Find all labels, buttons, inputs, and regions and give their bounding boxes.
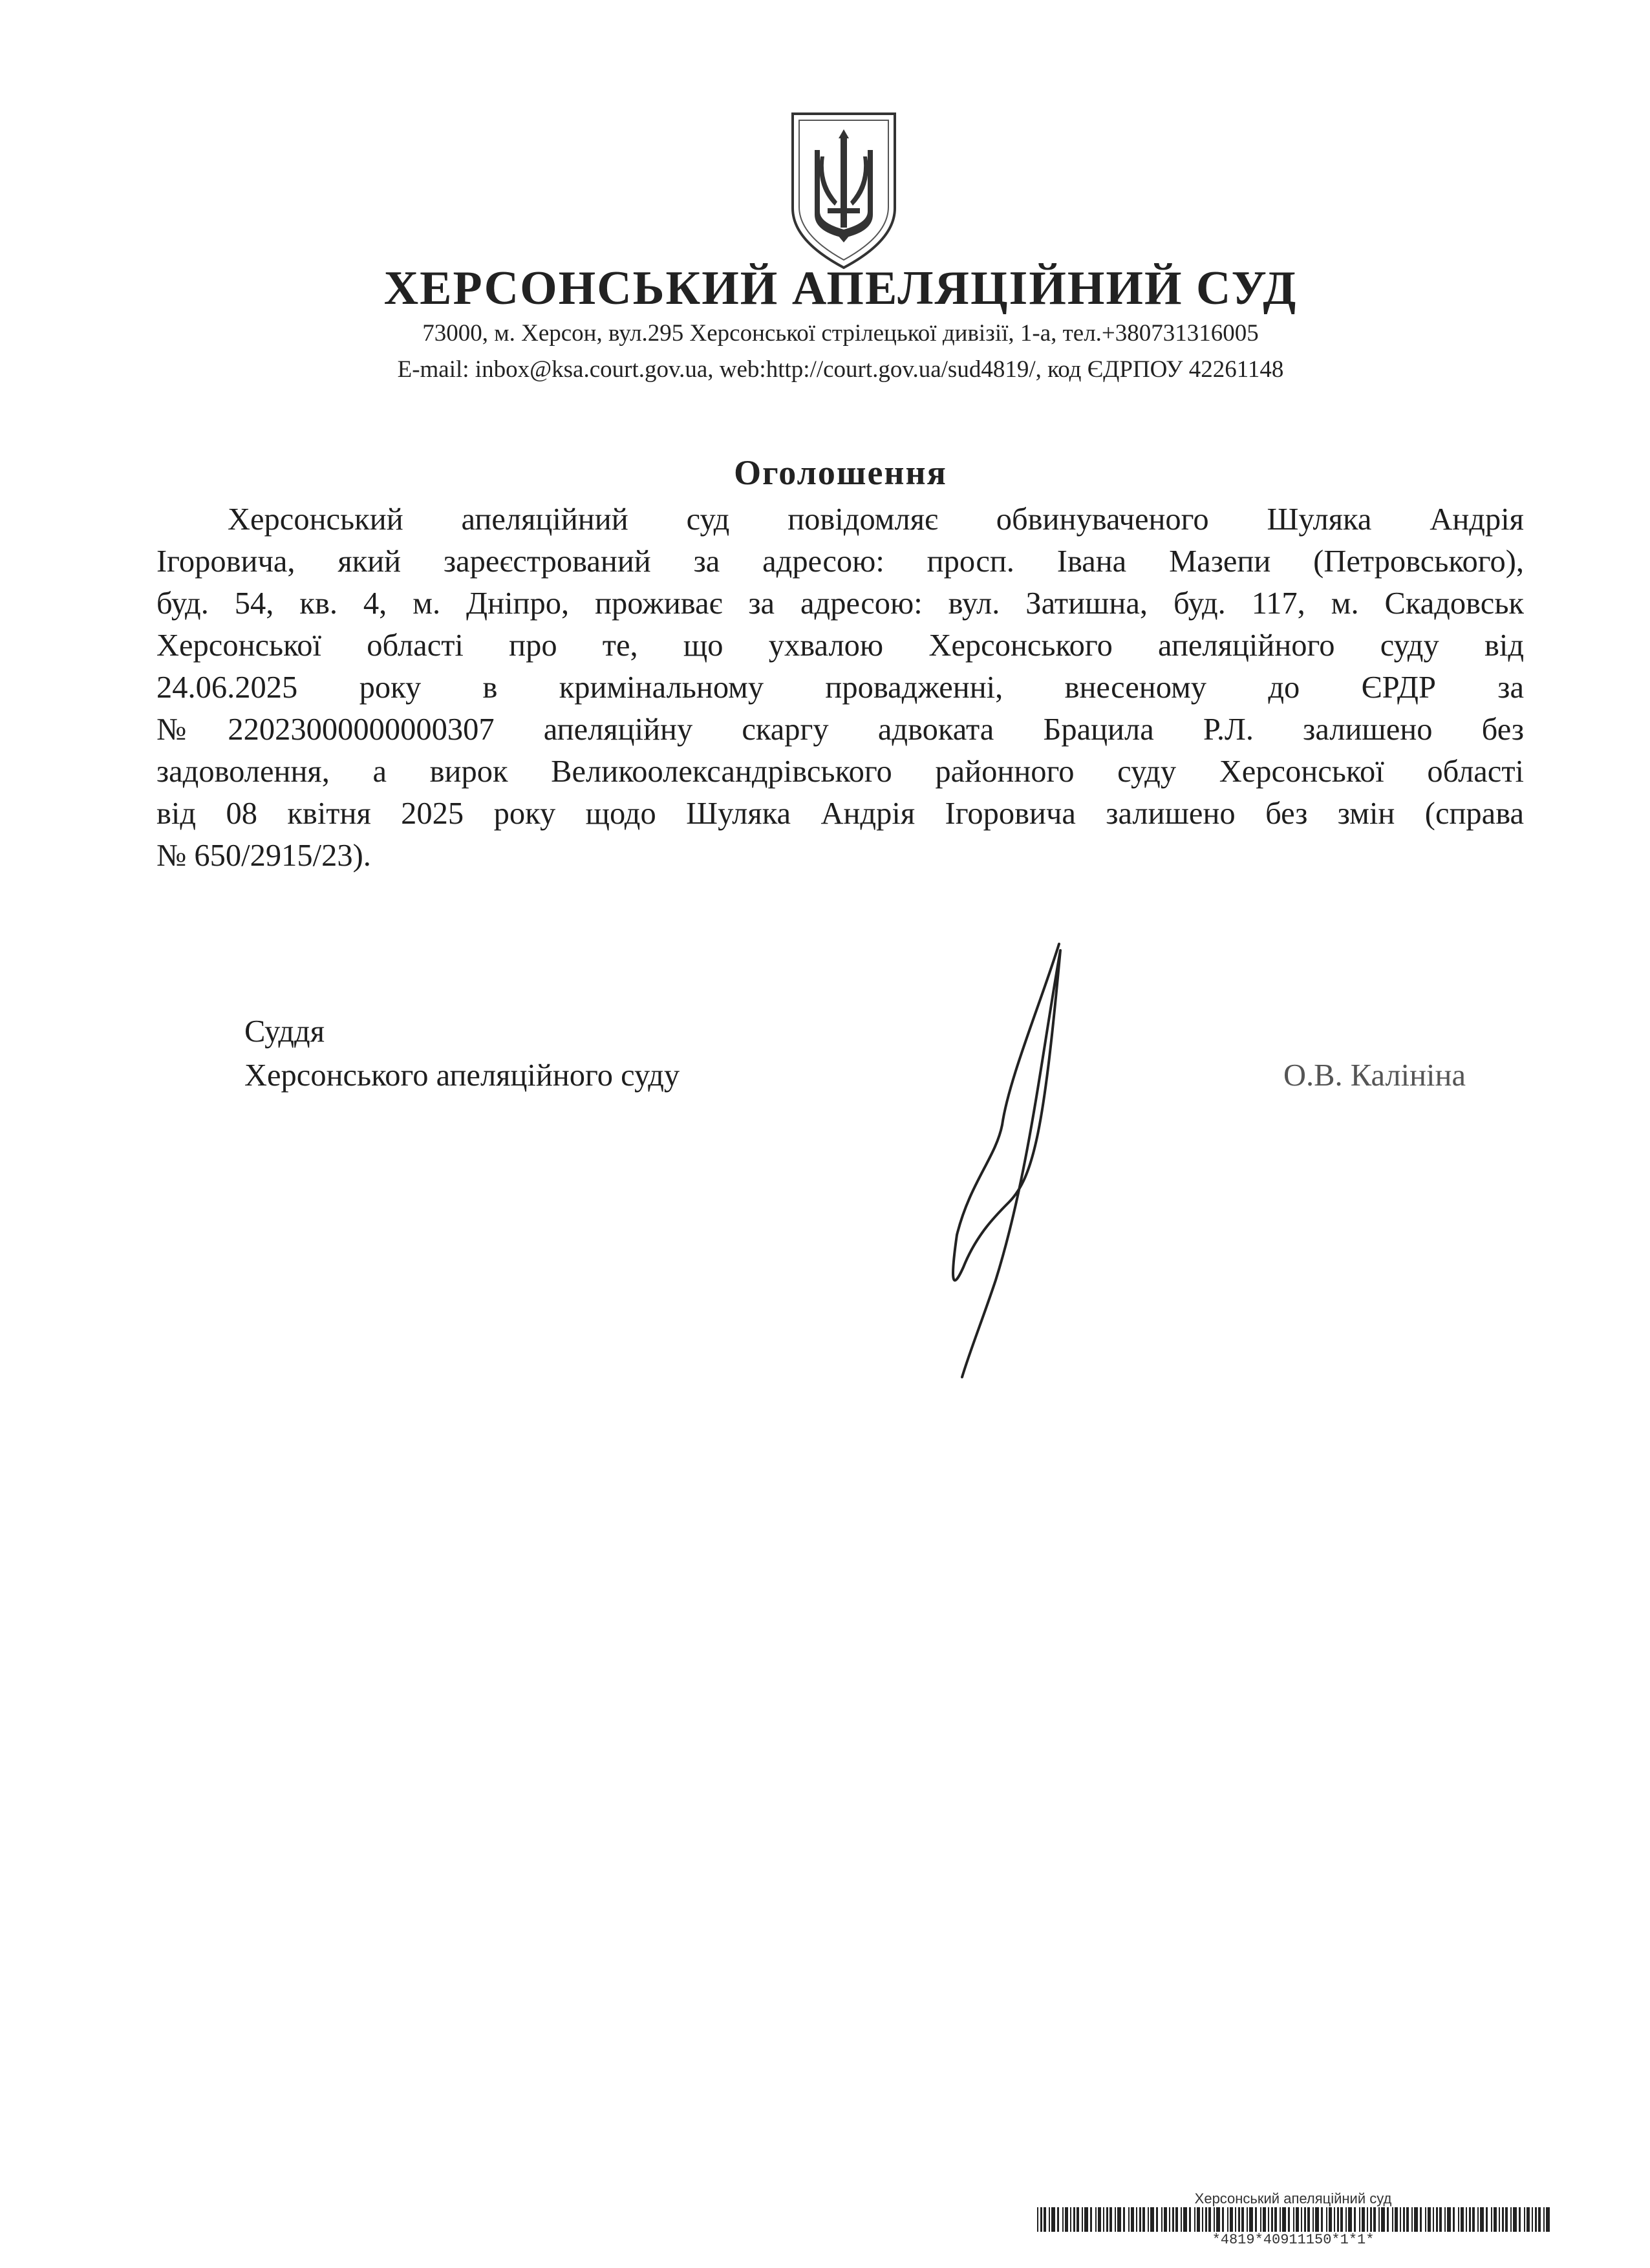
barcode-bar xyxy=(1194,2207,1195,2232)
barcode-bar xyxy=(1400,2207,1401,2232)
barcode-bar xyxy=(1420,2207,1422,2232)
barcode-bar xyxy=(1378,2207,1380,2232)
barcode-bar xyxy=(1414,2207,1418,2232)
barcode-bar xyxy=(1214,2207,1215,2232)
barcode-bar xyxy=(1293,2207,1294,2232)
barcode-bar xyxy=(1469,2207,1471,2232)
barcode-bar xyxy=(1288,2207,1290,2232)
barcode-bar xyxy=(1466,2207,1467,2232)
barcode-bar xyxy=(1546,2207,1550,2232)
barcode-bar xyxy=(1271,2207,1273,2232)
barcode-bar xyxy=(1519,2207,1521,2232)
registry-stamp xyxy=(1034,2190,1552,2249)
barcode-bar xyxy=(1543,2207,1545,2232)
barcode-bar xyxy=(1392,2207,1393,2232)
barcode-bar xyxy=(1169,2207,1170,2232)
barcode-bar xyxy=(1098,2207,1101,2232)
barcode-bar xyxy=(1238,2207,1240,2232)
barcode-bar xyxy=(1255,2207,1257,2232)
barcode-bar xyxy=(1216,2207,1220,2232)
barcode-bar xyxy=(1373,2207,1376,2232)
barcode-bar xyxy=(1095,2207,1097,2232)
barcode-bar xyxy=(1280,2207,1281,2232)
barcode-bar xyxy=(1070,2207,1071,2232)
barcode-bar xyxy=(1494,2207,1497,2232)
barcode-bar xyxy=(1202,2207,1203,2232)
notice-line: Ігоровича, який зареєстрований за адресою: просп. Івана Мазепи (Петровського), xyxy=(156,544,1524,579)
barcode-bar xyxy=(1040,2207,1042,2232)
barcode xyxy=(1034,2207,1552,2232)
barcode-bar xyxy=(1222,2207,1224,2232)
barcode-bar xyxy=(1436,2207,1438,2232)
judge-position-court: Херсонського апеляційного суду xyxy=(244,1058,680,1093)
barcode-bar xyxy=(1123,2207,1125,2232)
barcode-bar xyxy=(1387,2207,1389,2232)
barcode-bar xyxy=(1359,2207,1360,2232)
barcode-bar xyxy=(1044,2207,1046,2232)
barcode-bar xyxy=(1172,2207,1174,2232)
notice-line: Херсонської області про те, що ухвалою Херсонського апеляційного суду від xyxy=(156,628,1524,663)
barcode-bar xyxy=(1274,2207,1277,2232)
barcode-bar xyxy=(1499,2207,1500,2232)
barcode-bar xyxy=(1235,2207,1236,2232)
barcode-bar xyxy=(1345,2207,1347,2232)
barcode-bar xyxy=(1156,2207,1158,2232)
barcode-bar xyxy=(1117,2207,1121,2232)
coat-of-arms-icon xyxy=(789,111,899,270)
notice-line: №22023000000000307 апеляційну скаргу адвоката Брацила Р.Л. залишено без xyxy=(156,712,1524,747)
stamp-court-name: Херсонський апеляційний суд xyxy=(1194,2190,1392,2207)
barcode-bar xyxy=(1037,2207,1038,2232)
barcode-bar xyxy=(1428,2207,1431,2232)
barcode-bar xyxy=(1109,2207,1112,2232)
barcode-bar xyxy=(1486,2207,1488,2232)
barcode-bar xyxy=(1073,2207,1075,2232)
barcode-bar xyxy=(1321,2207,1323,2232)
judge-position-title: Суддя xyxy=(244,1014,325,1049)
notice-line: Херсонський апеляційний суд повідомляє обвинуваченого Шуляка Андрія xyxy=(228,502,1524,537)
barcode-bar xyxy=(1403,2207,1405,2232)
barcode-bar xyxy=(1161,2207,1162,2232)
barcode-bar xyxy=(1444,2207,1446,2232)
barcode-bar xyxy=(1148,2207,1149,2232)
barcode-bar xyxy=(1247,2207,1248,2232)
notice-title: Оголошення xyxy=(734,453,947,492)
barcode-bar xyxy=(1348,2207,1352,2232)
barcode-bar xyxy=(1326,2207,1327,2232)
barcode-bar xyxy=(1411,2207,1413,2232)
barcode-bar xyxy=(1433,2207,1434,2232)
notice-line: від 08 квітня 2025 року щодо Шуляка Андрія Ігоровича залишено без змін (справа xyxy=(156,797,1524,831)
court-name: ХЕРСОНСЬКИЙ АПЕЛЯЦІЙНИЙ СУД xyxy=(383,262,1298,315)
barcode-bar xyxy=(1505,2207,1508,2232)
barcode-bar xyxy=(1103,2207,1104,2232)
barcode-bar xyxy=(1304,2207,1306,2232)
barcode-bar xyxy=(1183,2207,1187,2232)
barcode-bar xyxy=(1329,2207,1332,2232)
barcode-bar xyxy=(1524,2207,1525,2232)
barcode-bar xyxy=(1334,2207,1335,2232)
barcode-bar xyxy=(1249,2207,1253,2232)
barcode-bar xyxy=(1458,2207,1459,2232)
barcode-bar xyxy=(1268,2207,1269,2232)
barcode-bar xyxy=(1491,2207,1492,2232)
barcode-bar xyxy=(1115,2207,1116,2232)
notice-line: № 650/2915/23). xyxy=(156,839,371,873)
barcode-bar xyxy=(1367,2207,1368,2232)
barcode-bar xyxy=(1439,2207,1442,2232)
barcode-bar xyxy=(1362,2207,1365,2232)
judge-name: О.В. Калініна xyxy=(1283,1058,1466,1093)
barcode-bar xyxy=(1189,2207,1191,2232)
barcode-bar xyxy=(1527,2207,1530,2232)
barcode-bar xyxy=(1370,2207,1372,2232)
barcode-bar xyxy=(1062,2207,1064,2232)
barcode-bar xyxy=(1447,2207,1451,2232)
barcode-bar xyxy=(1307,2207,1310,2232)
notice-line: задоволення, а вирок Великоолександрівського районного суду Херсонської області xyxy=(156,754,1524,789)
barcode-bar xyxy=(1337,2207,1339,2232)
barcode-bar xyxy=(1136,2207,1137,2232)
barcode-bar xyxy=(1057,2207,1059,2232)
barcode-bar xyxy=(1502,2207,1504,2232)
barcode-bar xyxy=(1227,2207,1228,2232)
barcode-bar xyxy=(1282,2207,1286,2232)
barcode-bar xyxy=(1205,2207,1207,2232)
barcode-bar xyxy=(1139,2207,1141,2232)
barcode-bar xyxy=(1461,2207,1464,2232)
barcode-bar xyxy=(1230,2207,1233,2232)
barcode-bar xyxy=(1164,2207,1167,2232)
barcode-bar xyxy=(1090,2207,1092,2232)
barcode-bar xyxy=(1082,2207,1083,2232)
barcode-bar xyxy=(1150,2207,1154,2232)
barcode-bar xyxy=(1106,2207,1108,2232)
barcode-bar xyxy=(1128,2207,1130,2232)
barcode-bar xyxy=(1312,2207,1314,2232)
barcode-bar xyxy=(1340,2207,1343,2232)
notice-line: буд. 54, кв. 4, м. Дніпро, проживає за адресою: вул. Затишна, буд. 117, м. Скадовськ xyxy=(156,586,1524,621)
barcode-bar xyxy=(1131,2207,1134,2232)
handwritten-signature xyxy=(931,931,1080,1384)
barcode-bar xyxy=(1538,2207,1541,2232)
barcode-bar xyxy=(1510,2207,1512,2232)
barcode-bar xyxy=(1197,2207,1200,2232)
barcode-bar xyxy=(1065,2207,1068,2232)
barcode-bar xyxy=(1315,2207,1319,2232)
barcode-bar xyxy=(1535,2207,1537,2232)
barcode-bar xyxy=(1084,2207,1088,2232)
barcode-bar xyxy=(1208,2207,1211,2232)
barcode-bar xyxy=(1472,2207,1475,2232)
barcode-bar xyxy=(1532,2207,1533,2232)
barcode-bar xyxy=(1354,2207,1356,2232)
barcode-bar xyxy=(1480,2207,1484,2232)
barcode-bar xyxy=(1453,2207,1455,2232)
barcode-bar xyxy=(1175,2207,1178,2232)
barcode-bar xyxy=(1296,2207,1299,2232)
barcode-bar xyxy=(1477,2207,1479,2232)
barcode-bar xyxy=(1395,2207,1398,2232)
barcode-bar xyxy=(1513,2207,1517,2232)
notice-line: 24.06.2025 року в кримінальному провадженні, внесеному до ЄРДР за xyxy=(156,670,1524,705)
barcode-bar xyxy=(1051,2207,1055,2232)
barcode-bar xyxy=(1406,2207,1409,2232)
court-contacts: E-mail: inbox@ksa.court.gov.ua, web:http://court.gov.ua/sud4819/, код ЄДРПОУ 42261148 xyxy=(397,356,1284,383)
barcode-bar xyxy=(1142,2207,1145,2232)
stamp-code: *4819*40911150*1*1* xyxy=(1212,2232,1375,2248)
barcode-bar xyxy=(1260,2207,1261,2232)
barcode-bar xyxy=(1425,2207,1426,2232)
barcode-bar xyxy=(1381,2207,1385,2232)
court-address: 73000, м. Херсон, вул.295 Херсонської стрілецької дивізії, 1-а, тел.+380731316005 xyxy=(422,320,1259,347)
barcode-bar xyxy=(1263,2207,1266,2232)
barcode-bar xyxy=(1049,2207,1050,2232)
barcode-bar xyxy=(1077,2207,1079,2232)
barcode-bar xyxy=(1301,2207,1302,2232)
barcode-bar xyxy=(1241,2207,1244,2232)
barcode-bar xyxy=(1181,2207,1182,2232)
